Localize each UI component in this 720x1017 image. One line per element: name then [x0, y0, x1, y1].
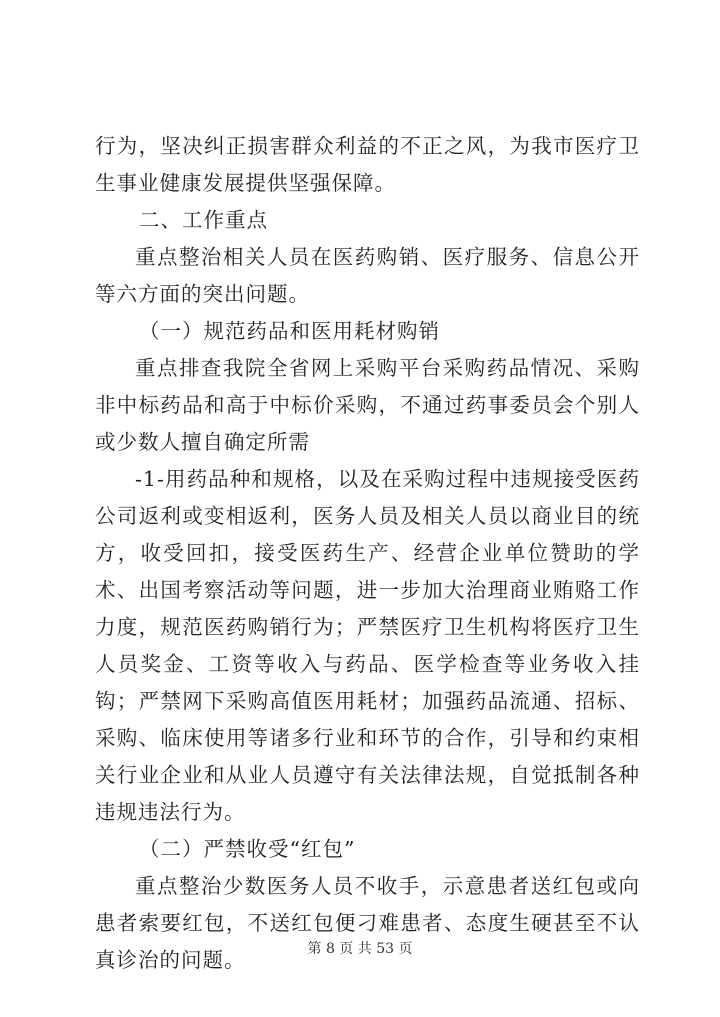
paragraph-focus-summary: 重点整治相关人员在医药购销、医疗服务、信息公开等六方面的突出问题。	[95, 245, 640, 306]
paragraph-procurement-detail: -1-用药品种和规格，以及在采购过程中违规接受医药公司返利或变相返利，医务人员及相关人员以商业目的统方，收受回扣，接受医药生产、经营企业单位赞助的学术、出国考察活动等问题，进一步加大治理商业贿赂工作力度，规范医药购销行为；严禁医疗卫生机构将医疗卫生人员奖金、工资等收入与药品、医学检查等业务收入挂钩；严禁网下采购高值医用耗材；加强药品流通、招标、采购、临床使用等诸多行业和环节的合作，引导和约束相关行业企业和从业人员遵守有关法律法规，自觉抵制各种违规违法行为。	[95, 467, 640, 824]
subheading-drug-procurement: （一）规范药品和医用耗材购销	[139, 319, 440, 343]
paragraph-continuation: 行为，坚决纠正损害群众利益的不正之风，为我市医疗卫生事业健康发展提供坚强保障。	[95, 134, 640, 195]
paragraph-red-envelope: 重点整治少数医务人员不收手，示意患者送红包或向患者索要红包，不送红包便刁难患者、态度生硬甚至不认真诊治的问题。	[95, 874, 640, 972]
section-heading-work-focus: 二、工作重点	[139, 208, 268, 232]
page-number-footer: 第 8 页 共 53 页	[307, 941, 413, 957]
paragraph-procurement-check: 重点排查我院全省网上采购平台采购药品情况、采购非中标药品和高于中标价采购，不通过药事委员会个别人或少数人擅自确定所需	[95, 356, 640, 454]
document-body	[95, 128, 640, 979]
subheading-red-envelope: （二）严禁收受“红包”	[139, 837, 356, 861]
